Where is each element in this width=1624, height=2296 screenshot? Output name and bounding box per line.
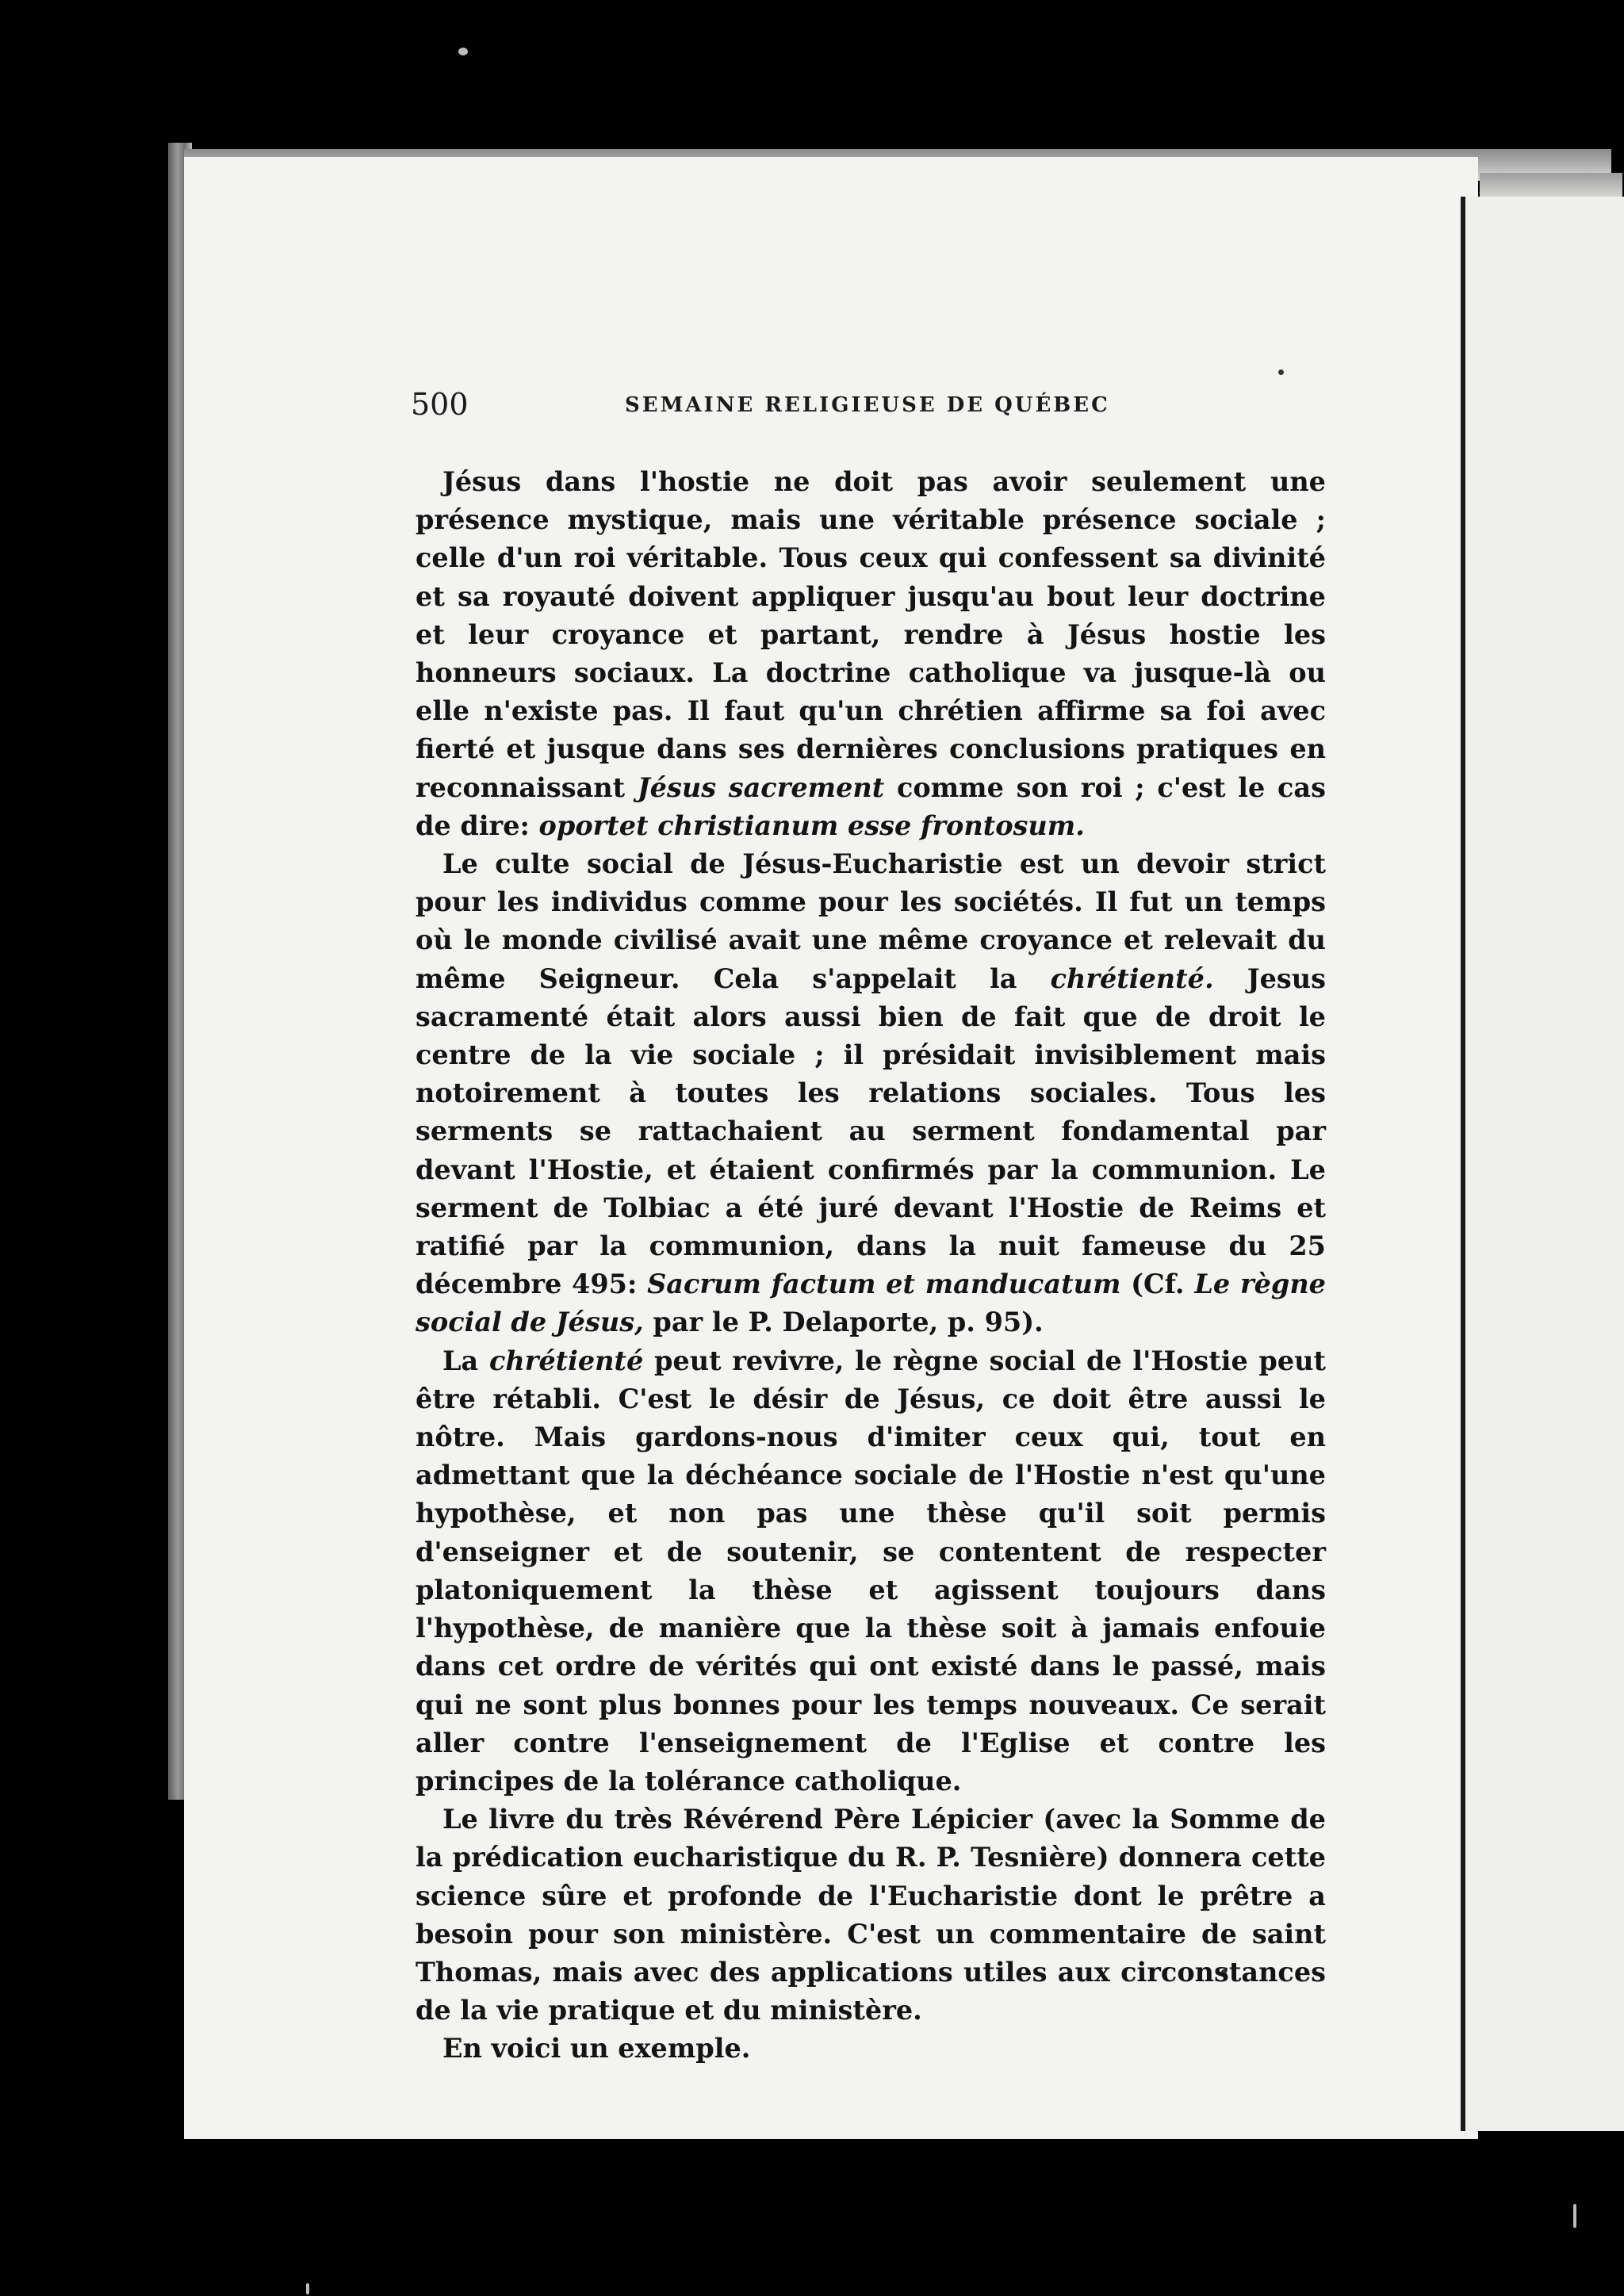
italic-run: Le règne social de Jésus,	[416, 1269, 1326, 1338]
paragraph	[416, 463, 1326, 845]
text-run: par le P. Delaporte, p. 95).	[643, 1307, 1044, 1338]
text-run: Jésus dans l'hostie ne doit pas avoir seulement une présence mystique, mais une véritable présence sociale ; celle d'un roi véritable. Tous ceux qui confessent sa divinité et sa royauté doivent appliquer jusqu'au bout leur doctrine et leur croyance et partant, rendre à Jésus hostie les honneurs sociaux. La doctrine catholique va jusque-là ou elle n'existe pas. Il faut qu'un chrétien affirme sa foi avec fierté et jusque dans ses dernières conclusions pratiques en reconnaissant	[416, 466, 1326, 803]
paragraph	[416, 2030, 1326, 2068]
paragraph	[416, 1342, 1326, 1800]
paragraph	[416, 845, 1326, 1342]
running-head: SEMAINE RELIGIEUSE DE QUÉBEC	[625, 393, 1110, 417]
text-run: Le culte social de Jésus-Eucharistie est un devoir strict pour les individus comme pour les sociétés. Il fut un temps où le monde civilisé avait une même croyance et relevait du même Seigneur. Cela s'appelait la	[416, 848, 1326, 994]
facing-page-edge	[1461, 197, 1624, 2131]
italic-run: chrétienté	[488, 1345, 644, 1376]
italic-run: oportet christianum esse frontosum.	[538, 809, 1085, 841]
italic-run: Jésus sacrement	[637, 771, 885, 803]
paragraph	[416, 1800, 1326, 2030]
body-text	[416, 463, 1326, 2068]
text-run: La	[442, 1345, 489, 1376]
page-number: 500	[411, 387, 469, 422]
text-run: Jesus sacramenté était alors aussi bien de fait que de droit le centre de la vie sociale ; il présidait invisiblement mais notoirement à toutes les relations sociales. Tous les serments se rattachaient au serment fondamental par devant l'Hostie, et étaient confirmés par la communion. Le serment de Tolbiac a été juré devant l'Hostie de Reims et ratifié par la communion, dans la nuit fameuse du 25 décembre 495:	[416, 962, 1326, 1300]
text-run: peut revivre, le règne social de l'Hostie peut être rétabli. C'est le désir de Jésus, ce doit être aussi le nôtre. Mais gardons-nous d'imiter ceux qui, tout en admettant que la déchéance sociale de l'Hostie n'est qu'une hypothèse, et non pas une thèse qu'il soit permis d'enseigner et de soutenir, se contentent de respecter platoniquement la thèse et agissent toujours dans l'hypothèse, de manière que la thèse soit à jamais enfouie dans cet ordre de vérités qui ont existé dans le passé, mais qui ne sont plus bonnes pour les temps nouveaux. Ce serait aller contre l'enseignement de l'Eglise et contre les principes de la tolérance catholique.	[416, 1345, 1326, 1797]
text-run: En voici un exemple.	[442, 2033, 751, 2064]
dust-speck	[1573, 2204, 1576, 2228]
text-run: comme son roi ; c'est le cas de dire:	[416, 771, 1327, 841]
dust-speck	[458, 48, 468, 55]
text-run: Le livre du très Révérend Père Lépicier (avec la Somme de la prédication eucharistique du R. P. Tesnière) donnera cette science sûre et profonde de l'Eucharistie dont le prêtre a besoin pour son ministère. C'est un commentaire de saint Thomas, mais avec des applications utiles aux circonstances de la vie pratique et du ministère.	[416, 1804, 1326, 2026]
dust-speck	[306, 2283, 309, 2294]
text-run: (Cf.	[1120, 1269, 1195, 1300]
italic-run: Sacrum factum et manducatum	[647, 1269, 1121, 1300]
page-header	[411, 387, 1339, 431]
italic-run: chrétienté.	[1050, 962, 1214, 994]
dust-speck	[1278, 369, 1284, 375]
